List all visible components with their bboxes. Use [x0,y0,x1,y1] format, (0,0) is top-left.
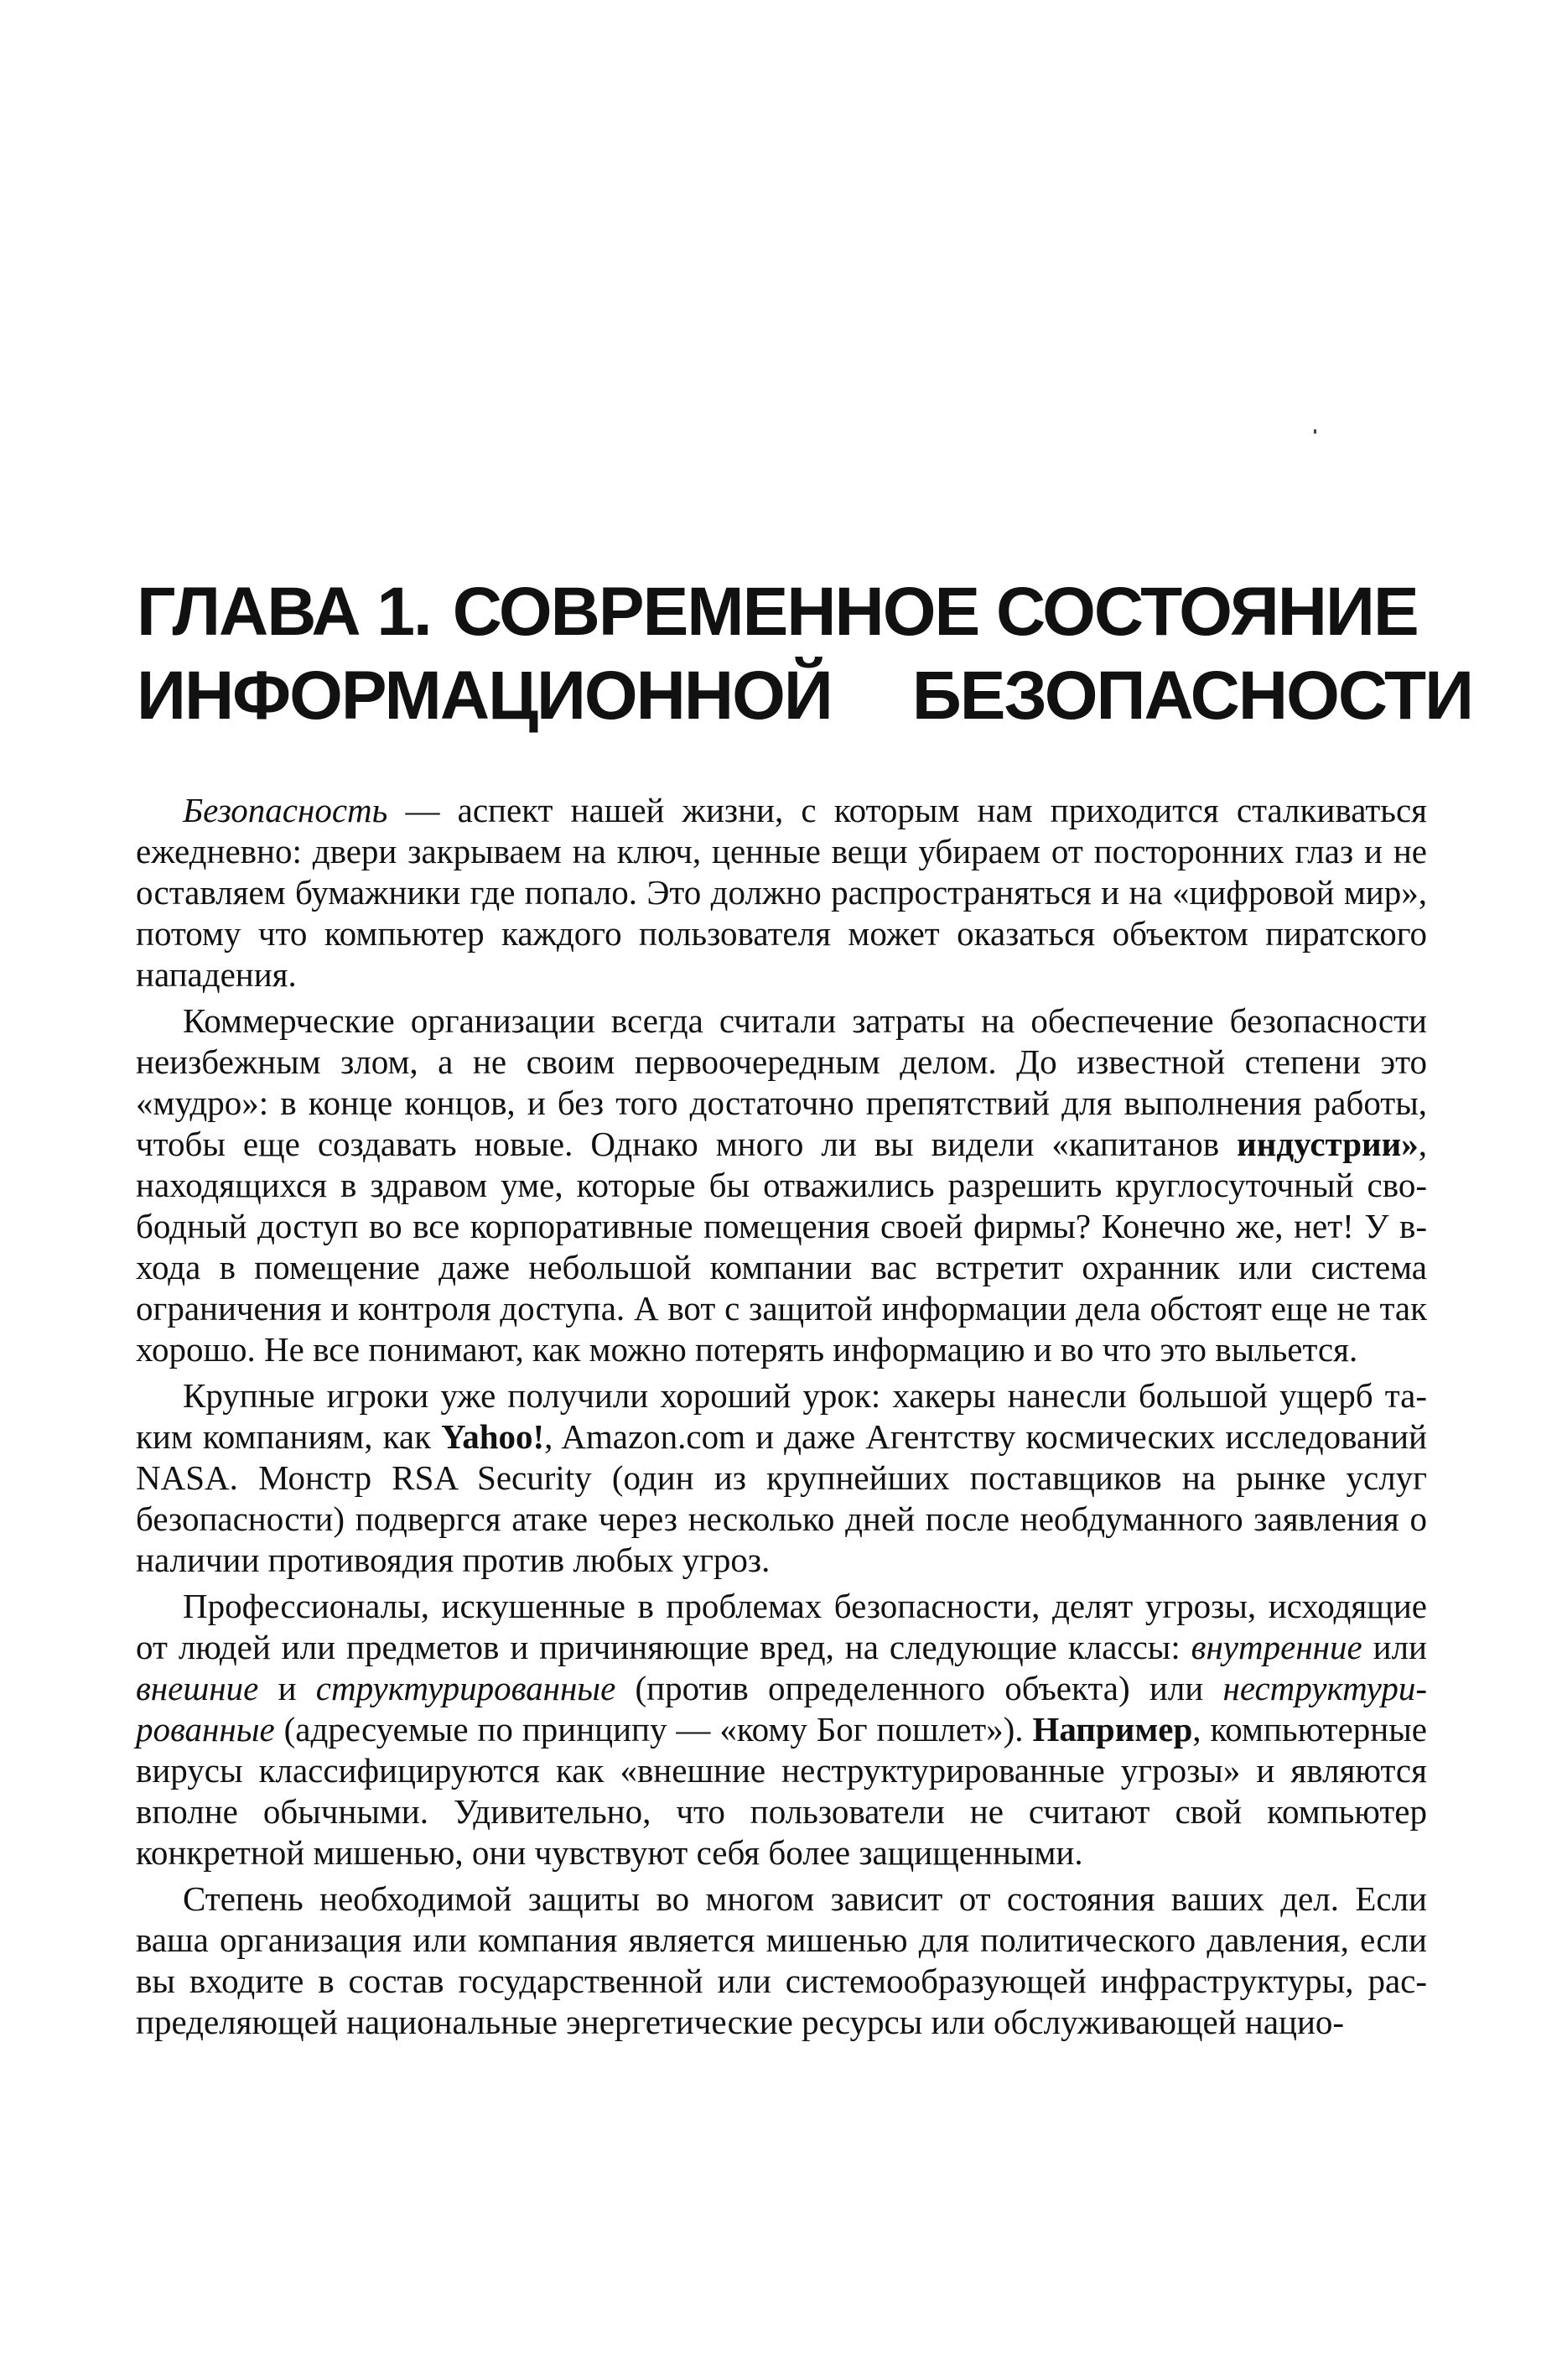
paragraph-1 [136,790,1427,995]
paragraph-4-text-e: (адресуемые по принципу — «кому Бог пошлет»). [274,1710,1033,1749]
scan-speck [1314,429,1316,434]
paragraph-5: Степень необходимой защиты во многом зависит от состояния ваших дел. Если ваша организация или компания является мишенью для политического давления, если вы входите в состав государственной или системообразующей инфраструктуры, распределяющей национальные энергетические ресурсы или обслуживающей нацио- [136,1879,1427,2041]
paragraph-3-bold: Yahoo! [441,1417,545,1456]
chapter-title-part-2b: БЕЗОПАСНОСТИ [911,657,1473,734]
term-unstructured: неструктурированные [136,1669,1427,1749]
paragraph-4-bold: Например [1032,1710,1193,1749]
paragraph-2-text-b: , находящихся в здравом уме, которые бы отважились разрешить круглосуточный свободный доступ во все корпоративные помещения своей фирмы? Конечно же, нет! У входа в помещение даже небольшой компании вас встретит охранник или система ограничения и контроля доступа. А вот с защитой информации дела обстоят еще не так хорошо. Не все понимают, как можно потерять информацию и во что это выльется. [136,1125,1427,1369]
term-security: Безопасность [183,791,388,829]
chapter-title-line-2 [137,654,1473,738]
paragraph-3 [136,1375,1427,1581]
chapter-title-part-2a: ИНФОРМАЦИОННОЙ [137,657,832,734]
paragraph-4-text-b: или [1362,1628,1427,1666]
paragraph-4-text-a: Профессионалы, искушенные в проблемах безопасности, делят угрозы, исходящие от людей или предметов и причиняющие вред, на следующие классы: [136,1587,1427,1666]
paragraph-4-text-d: (против определенного объекта) или [615,1669,1223,1707]
term-internal: внутренние [1191,1628,1362,1666]
paragraph-4-text-c: и [258,1669,316,1707]
body-text [136,790,1427,2048]
term-structured: структурированные [315,1669,616,1707]
paragraph-2 [136,1000,1427,1370]
chapter-title-line-1 [137,570,1445,654]
paragraph-2-text-a: Коммерческие организации всегда считали затраты на обеспечение безопасности неизбежным злом, а не своим первоочередным делом. До известной степени это «мудро»: в конце концов, и без того достаточно препятствий для выполнения работы, чтобы еще создавать новые. Однако много ли вы видели «капитанов [136,1001,1427,1163]
paragraph-3-text-b: , Amazon.com и даже Агентству космических исследований NASA. Монстр RSA Security (один из крупнейших поставщиков на рынке услуг безопасности) подвергся атаке через несколько дней после необдуманного заявления о наличии противоядия против любых угроз. [136,1417,1427,1579]
chapter-title [137,570,1473,738]
paragraph-4 [136,1586,1427,1873]
chapter-title-part-1: СОВРЕМЕННОЕ СОСТОЯНИЕ [452,574,1418,650]
paragraph-4-text-f: , компьютерные вирусы классифицируются как «внешние неструктурированные угрозы» и являются вполне обычными. Удивительно, что пользователи не считают свой компьютер конкретной мишенью, они чувствуют себя более защищенными. [136,1710,1427,1872]
term-external: внешние [136,1669,259,1707]
paragraph-3-text-a: Крупные игроки уже получили хороший урок: хакеры нанесли большой ущерб таким компаниям, как [136,1376,1427,1456]
paragraph-2-bold: индустрии» [1237,1125,1419,1163]
paragraph-1-text: — аспект нашей жизни, с которым нам приходится сталкиваться ежедневно: двери закрываем на ключ, ценные вещи убираем от посторонних глаз и не оставляем бумажники где попало. Это должно распространяться и на «цифровой мир», потому что компьютер каждого пользователя может оказаться объектом пиратского нападения. [136,791,1427,994]
chapter-label: ГЛАВА 1. [137,574,431,650]
